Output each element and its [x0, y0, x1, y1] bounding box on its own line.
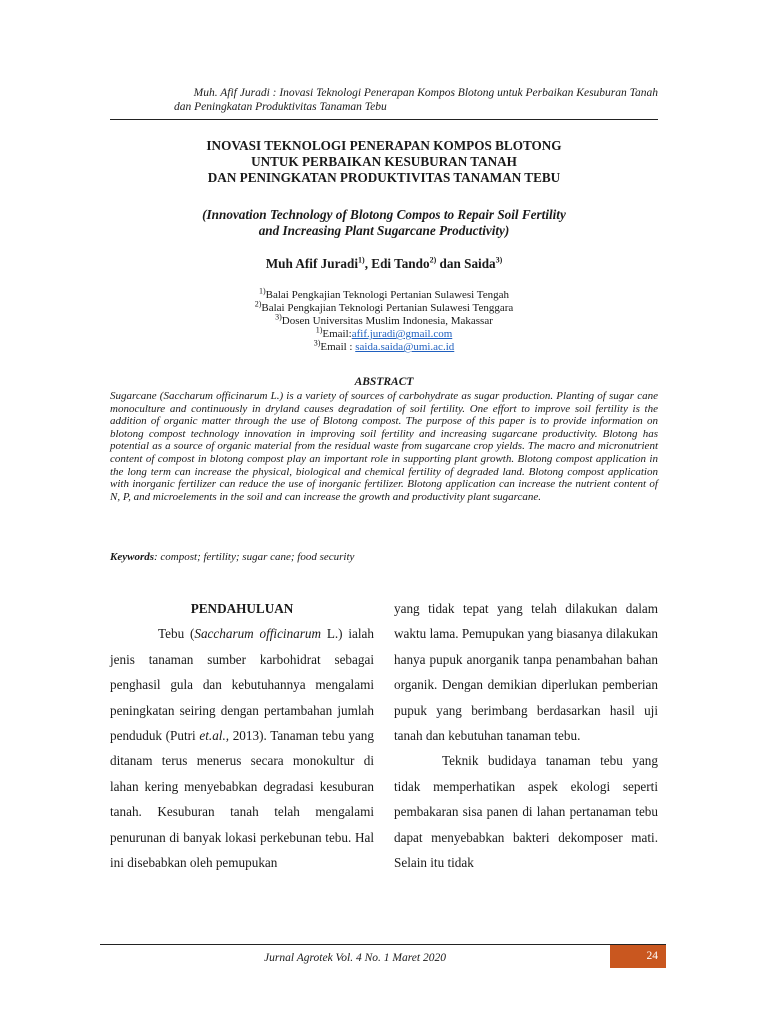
affiliations: [110, 286, 658, 354]
email-label: Email :: [320, 341, 356, 353]
paper-title: [110, 138, 658, 186]
author-separator: ,: [364, 256, 372, 271]
email-link-1[interactable]: afif.juradi@gmail.com: [351, 328, 453, 340]
email-label: Email:: [322, 328, 352, 340]
author-3-mark: 3): [495, 255, 503, 265]
body-column-left: [110, 596, 374, 875]
running-head: [110, 86, 658, 114]
title-line-2: UNTUK PERBAIKAN KESUBURAN TANAH: [251, 154, 517, 169]
author-list: [110, 256, 658, 272]
email-link-3[interactable]: saida.saida@umi.ac.id: [355, 341, 455, 353]
abstract-heading: ABSTRACT: [354, 376, 414, 388]
affiliation-text: Dosen Universitas Muslim Indonesia, Makassar: [281, 315, 493, 327]
author-3: Saida: [464, 256, 496, 271]
keywords: [110, 551, 658, 564]
body-paragraph: yang tidak tepat yang telah dilakukan dalam waktu lama. Pemupukan yang biasanya dilakukan hanya pupuk anorganik tanpa penambahan bahan organik. Dengan demikian diperlukan pemberian pupuk yang berimbang berdasarkan hasil uji tanah dan kebutuhan tanaman tebu.: [394, 601, 658, 744]
email-1: [110, 325, 658, 341]
affiliation-text: Balai Pengkajian Teknologi Pertanian Sulawesi Tengah: [265, 289, 510, 301]
author-separator: dan: [436, 256, 465, 271]
header-rule: [110, 119, 658, 120]
author-1: Muh Afif Juradi: [265, 256, 359, 271]
running-head-line-1: Muh. Afif Juradi : Inovasi Teknologi Penerapan Kompos Blotong untuk Perbaikan Kesuburan Tanah: [193, 87, 658, 99]
affiliation-mark: 3): [275, 312, 282, 322]
body-column-right: [394, 596, 658, 875]
paragraph-text: 2013). Tanaman tebu yang ditanam terus menerus secara monokultur di lahan kering menyebabkan degradasi kesuburan tanah. Kesuburan tanah telah mengalami penurunan di banyak lokasi perkebunan tebu. Hal ini disebabkan oleh pemupukan: [110, 728, 374, 871]
affiliation-mark: 2): [254, 299, 262, 309]
affiliation-3: [110, 312, 658, 328]
abstract-body: Sugarcane (Saccharum officinarum L.) is a variety of sources of carbohydrate as sugar production. Planting of sugar cane monoculture and continuously in dryland causes degradation of soil fertility. One effort to improve soil fertility is the addition of organic matter through the use of Blotong compost. The purpose of this paper is to provide information on blotong compost technology innovation in improving soil fertility and increasing sugarcane productivity. Blotong has potential as a source of organic material from the residual waste from sugarcane crop yields. The macro and micronutrient content of compost in blotong compost play an important role in supporting plant growth. Blotong compost application in the long term can increase the physical, biological and chemical fertility of degraded land. Blotong compost application with inorganic fertilizer can reduce the use of inorganic fertilizer. Blotong application can increase the nutrient content of N, P, and microelements in the soil and can increase the growth and productivity plant sugarcane.: [110, 390, 658, 503]
author-1-mark: 1): [358, 255, 365, 265]
affiliation-2: [110, 299, 658, 315]
english-title-line-1: (Innovation Technology of Blotong Compos to Repair Soil Fertility: [202, 207, 566, 222]
running-head-line-2: dan Peningkatan Produktivitas Tanaman Tebu: [174, 101, 387, 113]
keywords-list: : compost; fertility; sugar cane; food security: [154, 551, 355, 563]
footer-rule: [100, 944, 666, 945]
keywords-label: Keywords: [110, 551, 154, 563]
species-name: Saccharum officinarum: [194, 626, 322, 642]
title-line-1: INOVASI TEKNOLOGI PENERAPAN KOMPOS BLOTONG: [206, 138, 562, 153]
body-paragraph: [110, 621, 374, 875]
affiliation-mark: 1): [258, 286, 266, 296]
journal-citation: Jurnal Agrotek Vol. 4 No. 1 Maret 2020: [264, 952, 446, 964]
title-line-3: DAN PENINGKATAN PRODUKTIVITAS TANAMAN TEBU: [207, 170, 561, 185]
email-2: [110, 338, 658, 354]
english-title: [110, 207, 658, 239]
body-paragraph: Teknik budidaya tanaman tebu yang tidak memperhatikan aspek ekologi seperti pembakaran sisa panen di lahan pertanaman tebu dapat menyebabkan bakteri dekomposer mati. Selain itu tidak: [394, 753, 658, 871]
author-2: Edi Tando: [371, 256, 430, 271]
affiliation-1: [110, 286, 658, 302]
email-mark: 1): [315, 325, 323, 335]
affiliation-text: Balai Pengkajian Teknologi Pertanian Sulawesi Tenggara: [261, 302, 514, 314]
paragraph-text: L.) ialah jenis tanaman sumber karbohidrat sebagai penghasil gula dan kebutuhannya mengalami peningkatan seiring dengan pertambahan jumlah penduduk (Putri: [110, 626, 374, 744]
page-number-badge: 24: [610, 945, 666, 968]
paragraph-text: Tebu (: [158, 626, 195, 642]
section-heading: PENDAHULUAN: [190, 601, 294, 616]
english-title-line-2: and Increasing Plant Sugarcane Productivity): [258, 223, 510, 238]
author-2-mark: 2): [429, 255, 437, 265]
citation-etal: et.al.,: [199, 728, 230, 744]
email-mark: 3): [313, 338, 321, 348]
